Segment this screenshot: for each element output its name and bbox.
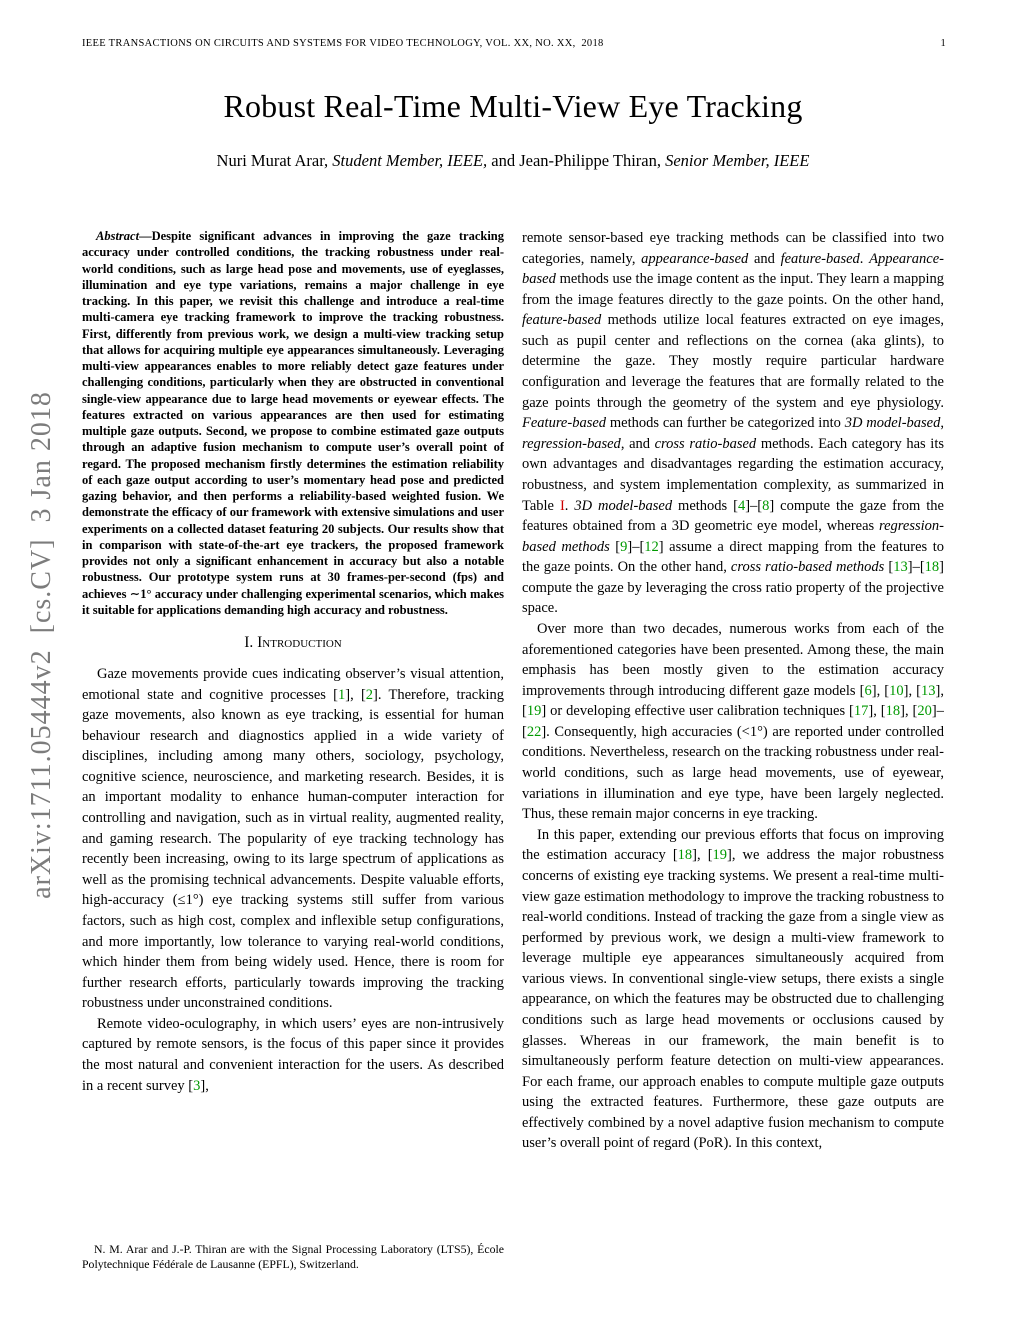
text-segment: ], [ xyxy=(903,682,922,699)
title-block xyxy=(82,88,944,171)
text-segment: ], [ xyxy=(900,703,918,720)
author-affiliation-footnote: N. M. Arar and J.-P. Thiran are with the Signal Processing Laboratory (LTS5), École Polytechnique Fédérale de Lausanne (EPFL), Switzerland. xyxy=(82,1241,504,1271)
citation-link[interactable]: 20 xyxy=(917,703,932,720)
text-segment: ] or developing effective user calibration techniques [ xyxy=(541,703,854,720)
text-segment: methods [ xyxy=(672,497,738,514)
text-segment: Gaze movements provide cues indicating observer’s visual attention, emotional state and cognitive processes [ xyxy=(82,666,504,703)
text-segment: ] compute the gaze by leveraging the cross ratio property of the projective space. xyxy=(522,559,944,617)
citation-link[interactable]: 6 xyxy=(864,682,872,699)
text-segment: Abstract xyxy=(96,229,140,243)
text-segment: 3D model-based xyxy=(574,497,673,514)
citation-link[interactable]: 8 xyxy=(762,497,770,514)
text-segment: feature-based xyxy=(522,312,602,329)
text-segment: Remote video-oculography, in which users’ eyes are non-intrusively captured by remote sensors, is the focus of this paper since it provides the most natural and convenient interaction for the users. As described in a recent survey [ xyxy=(82,1015,504,1094)
right-column xyxy=(522,228,944,1272)
text-segment: ], [ xyxy=(345,686,366,703)
arxiv-watermark: arXiv:1711.05444v2 [cs.CV] 3 Jan 2018 xyxy=(26,391,57,899)
citation-link[interactable]: 18 xyxy=(677,847,693,864)
table-ref-link[interactable]: I xyxy=(559,497,565,514)
text-segment: Student Member, IEEE, xyxy=(332,151,488,170)
text-segment: regression-based xyxy=(522,435,621,452)
citation-link[interactable]: 22 xyxy=(526,723,542,740)
citation-link[interactable]: 10 xyxy=(889,682,904,699)
text-segment: 3D model-based xyxy=(844,415,941,432)
citation-link[interactable]: 13 xyxy=(921,682,936,699)
text-segment: ], [ xyxy=(522,682,944,720)
running-header xyxy=(82,38,946,49)
text-segment: ]–[ xyxy=(745,497,763,514)
citation-link[interactable]: 4 xyxy=(737,497,746,514)
citation-link[interactable]: 12 xyxy=(644,538,659,555)
journal-line: IEEE TRANSACTIONS ON CIRCUITS AND SYSTEMS FOR VIDEO TECHNOLOGY, VOL. XX, NO. XX, 2018 xyxy=(82,38,604,49)
intro-paragraph-2 xyxy=(82,1014,504,1096)
citation-link[interactable]: 19 xyxy=(712,847,728,864)
text-segment: and Jean-Philippe Thiran, xyxy=(487,151,666,170)
citation-link[interactable]: 2 xyxy=(365,686,374,703)
section-heading-introduction: I. Introduction xyxy=(244,634,342,651)
text-segment: , and xyxy=(620,435,655,452)
text-segment: ], [ xyxy=(692,847,713,864)
text-segment: regression-based methods xyxy=(522,518,944,555)
text-segment: ], [ xyxy=(868,703,886,720)
page-number: 1 xyxy=(940,38,946,49)
text-segment: ]–[ xyxy=(627,538,645,555)
text-segment: [ xyxy=(609,538,621,555)
right-paragraph-1 xyxy=(522,228,944,619)
left-column xyxy=(82,228,504,1272)
text-segment: In this paper, extending our previous efforts that focus on improving the estimation accuracy [ xyxy=(522,826,944,864)
text-segment: feature-based xyxy=(780,250,860,267)
citation-link[interactable]: 17 xyxy=(853,703,869,720)
text-segment: . xyxy=(859,250,870,267)
text-segment: appearance-based xyxy=(641,250,749,267)
citation-link[interactable]: 18 xyxy=(924,559,940,576)
text-segment: methods utilize local features extracted on eye images, such as pupil center and reflections on the cornea (aka glints), to determine the gaze. They mostly require particular hardware configuration and leverage the features that are formally related to the gaze points through the geometry of the system and eye physiology. xyxy=(522,312,944,411)
text-segment: ], [ xyxy=(871,682,890,699)
two-column-body xyxy=(82,228,944,1272)
citation-link[interactable]: 3 xyxy=(193,1077,201,1094)
abstract-paragraph xyxy=(82,228,504,618)
text-segment: methods can further be categorized into xyxy=(606,415,845,432)
text-segment: remote sensor-based eye tracking methods can be classified into two categories, namely, xyxy=(522,230,944,267)
right-paragraph-2 xyxy=(522,619,944,825)
text-segment: ], we address the major robustness concerns of existing eye tracking systems. We present a real-time multi-view gaze estimation methodology to improve the tracking robustness to real-world conditions. Instead of tracking the gaze from a single view as performed by previous work, we design a multi-view framework to leverage multiple eye appearances simultaneously acquired from various views. In conventional single-view setups, there exists a single appearance, on which the features may be obstructed due to challenging conditions such as large head movements or occlusions caused by glasses. Whereas in our framework, the main benefit is to simultaneously perform feature detection on multi-view appearances. For each frame, our approach enables to compute multiple gaze outputs using the extracted features. Furthermore, these gaze outputs are effectively combined by a novel adaptive fusion mechanism to compute user’s overall point of regard (PoR). In this context, xyxy=(522,847,944,1152)
text-segment: cross ratio-based xyxy=(654,435,757,452)
citation-link[interactable]: 13 xyxy=(893,559,908,576)
text-segment: Senior Member, IEEE xyxy=(665,151,810,170)
text-segment: Over more than two decades, numerous works from each of the aforementioned categories have been presented. Among these, the main emphasis has been mostly given to the estimation accuracy improvements through introducing different gaze models [ xyxy=(522,620,944,699)
text-segment: ] assume a direct mapping from the features to the gaze points. On the other hand, xyxy=(522,538,944,576)
text-segment: ] compute the gaze from the features obtained from a 3D geometric eye model, whereas xyxy=(522,497,944,535)
paper-title: Robust Real-Time Multi-View Eye Tracking xyxy=(223,88,803,124)
citation-link[interactable]: 18 xyxy=(885,703,901,720)
citation-link[interactable]: 19 xyxy=(526,703,542,720)
text-segment: —Despite significant advances in improving the gaze tracking accuracy under controlled conditions, the tracking robustness under real-world conditions, such as large head pose and movements, use of eyeglasses, illumination and eye type variations, remains a major challenge in eye tracking. In this paper, we revisit this challenge and introduce a real-time multi-camera eye tracking framework to improve the tracking robustness. First, differently from previous work, we design a multi-view tracking setup that allows for acquiring multiple eye appearances simultaneously. Leveraging multi-view appearances enables to more reliably detect gaze features under challenging conditions, particularly when they are obstructed in conventional single-view appearance due to large head movements or eyewear effects. The features extracted on various appearances are then used for estimating multiple gaze outputs. Second, we propose to combine estimated gaze outputs through an adaptive fusion mechanism to compute user’s overall point of regard. The proposed mechanism firstly determines the estimation reliability of each gaze output according to user’s momentary head pose and predicted gazing behavior, and then performs a reliability-based weighted fusion. We demonstrate the efficacy of our framework with extensive simulations and user experiments on a collected dataset featuring 20 subjects. Our results show that in comparison with state-of-the-art eye trackers, the proposed framework provides not only a significant enhancement in accuracy but also a notable robustness. Our prototype system runs at 30 frames-per-second (fps) and achieves ∼1° accuracy under challenging experimental scenarios, which makes it suitable for applications demanding high accuracy and robustness. xyxy=(82,229,504,617)
right-paragraph-3 xyxy=(522,825,944,1154)
text-segment: ]–[ xyxy=(907,559,925,576)
text-segment: ]. Consequently, high accuracies (<1°) are reported under controlled conditions. Nevertheless, research on the tracking robustness under real-world conditions, such as large head movements, use of eyewear, variations in illumination and eye type, have been largely neglected. Thus, these remain major concerns in eye tracking. xyxy=(522,723,944,823)
citation-link[interactable]: 9 xyxy=(620,538,628,555)
text-segment: methods use the image content as the input. They learn a mapping from the image features directly to the gaze points. On the other hand, xyxy=(522,271,944,308)
text-segment: , xyxy=(940,415,944,432)
text-segment: . xyxy=(564,497,575,514)
text-segment: cross ratio-based methods xyxy=(730,559,885,576)
text-segment: [ xyxy=(884,559,894,576)
text-segment: Feature-based xyxy=(522,415,607,432)
text-segment: ]–[ xyxy=(522,703,944,740)
authors-line xyxy=(82,151,944,171)
citation-link[interactable]: 1 xyxy=(338,686,346,703)
intro-paragraph-1 xyxy=(82,664,504,1014)
text-segment: and xyxy=(748,250,781,267)
text-segment: Nuri Murat Arar, xyxy=(216,151,333,170)
text-segment: ], xyxy=(200,1077,209,1094)
text-segment: methods. Each category has its own advantages and disadvantages regarding the estimation accuracy, robustness, and system implementation complexity, as summarized in Table xyxy=(522,435,944,514)
text-segment: Appearance-based xyxy=(522,250,944,288)
text-segment: ]. Therefore, tracking gaze movements, also known as eye tracking, is essential for human behaviour research and diagnostics applied in a wide variety of disciplines, including among many others, sociology, psychology, cognitive science, neuroscience, and marketing research. Besides, it is an important modality to enhance human-computer interaction for controlling and navigation, such as in virtual reality, augmented reality, and gaming research. The popularity of eye tracking technology has recently been increasing, owing to its large spectrum of applications as well as the promising technical advancements. Despite valuable efforts, high-accuracy (≤1°) eye tracking systems still suffer from various factors, such as high cost, complex and inflexible setup configurations, and more importantly, low tolerance to varying real-world conditions, which hinder them from being widely used. Hence, there is room for further research efforts, particularly towards improving the tracking robustness under unconstrained conditions. xyxy=(82,686,504,1012)
